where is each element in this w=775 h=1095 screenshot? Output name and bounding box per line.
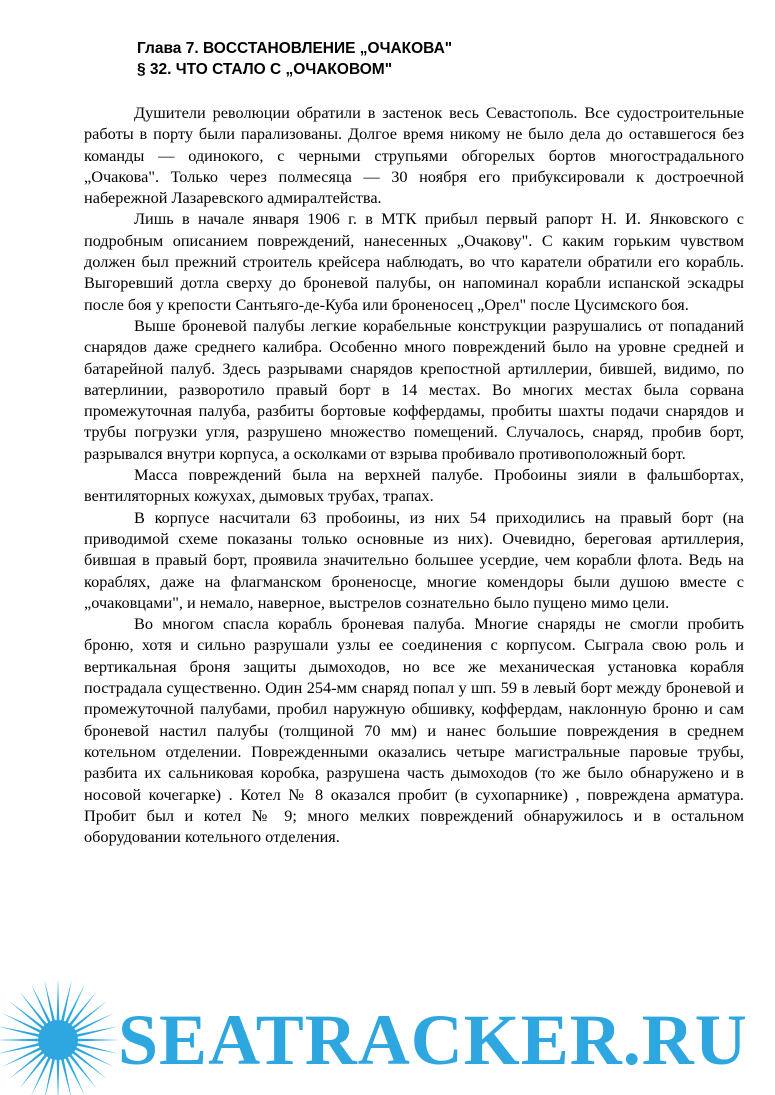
section-title: § 32. ЧТО СТАЛО С „ОЧАКОВОМ" [137,61,393,78]
watermark-text: SEATRACKER.RU [118,1000,748,1080]
paragraph: Во многом спасла корабль броневая палуба. Многие снаряды не смогли пробить броню, хотя и сильно разрушали узлы ее соединения с корпусом. Сыграла свою роль и вертикальная броня защиты дымоходов, но все же механическая установка корабля пострадала существенно. Один 254-мм снаряд попал у шп. 59 в левый борт между броневой и промежуточной палубами, пробил наружную обшивку, коффердам, наклонную броню и сам броневой настил палубы (толщиной 70 мм) и нанес большие повреждения в среднем котельном отделении. Поврежденными оказались четыре магистральные паровые трубы, разбита их сальниковая коробка, разрушена часть дымоходов (то же было обнаружено и в носовой кочегарке) . Котел № 8 оказался пробит (в сухопарнике) , повреждена арматура. Пробит был и котел № 9; много мелких повреждений обнаружилось и в остальном оборудовании котельного отделения. [84,614,744,847]
paragraph: Масса повреждений была на верхней палубе. Пробоины зияли в фальшбортах, вентиляторных кожухах, дымовых трубах, трапах. [84,465,744,506]
paragraph: Выше броневой палубы легкие корабельные конструкции разрушались от попаданий снарядов даже среднего калибра. Особенно много повреждений было на уровне средней и батарейной палуб. Здесь разрывами снарядов крепостной артиллерии, бившей, видимо, по ватерлинии, разворотило правый борт в 14 местах. Во многих местах была сорвана промежуточная палуба, разбиты бортовые коффердамы, пробиты шахты подачи снарядов и трубы погрузки угля, разрушено множество помещений. Случалось, снаряд, пробив борт, разрывался внутри корпуса, а осколками от взрыва пробивало противоположный борт. [84,315,744,463]
body-text [84,102,744,847]
chapter-heading [137,38,452,80]
paragraph: Душители революции обратили в застенок весь Севастополь. Все судостроительные работы в порту были парализованы. Долгое время никому не было дела до оставшегося без команды — одинокого, с черными струпьями обгорелых бортов многострадального „Очакова". Только через полмесяца — 30 ноября его прибуксировали к достроечной набережной Лазаревского адмиралтейства. [84,103,744,208]
paragraph: Лишь в начале января 1906 г. в МТК прибыл первый рапорт Н. И. Янковского с подробным описанием повреждений, нанесенных „Очакову". С каким горьким чувством должен был прежний строитель крейсера наблюдать, во что каратели обратили его корабль. Выгоревший дотла сверху до броневой палубы, он напоминал корабли испанской эскадры после боя у крепости Сантьяго-де-Куба или броненосец „Орел" после Цусимского боя. [84,209,744,314]
chapter-title: Глава 7. ВОССТАНОВЛЕНИЕ „ОЧАКОВА" [137,40,453,57]
paragraph: В корпусе насчитали 63 пробоины, из них 54 приходились на правый борт (на приводимой схеме показаны только основные из них). Очевидно, береговая артиллерия, бившая в правый борт, проявила значительно большее усердие, чем корабли флота. Ведь на кораблях, даже на флагманском броненосце, многие комендоры были душою вместе с „очаковцами", и немало, наверное, выстрелов сознательно было пущено мимо цели. [84,507,744,612]
